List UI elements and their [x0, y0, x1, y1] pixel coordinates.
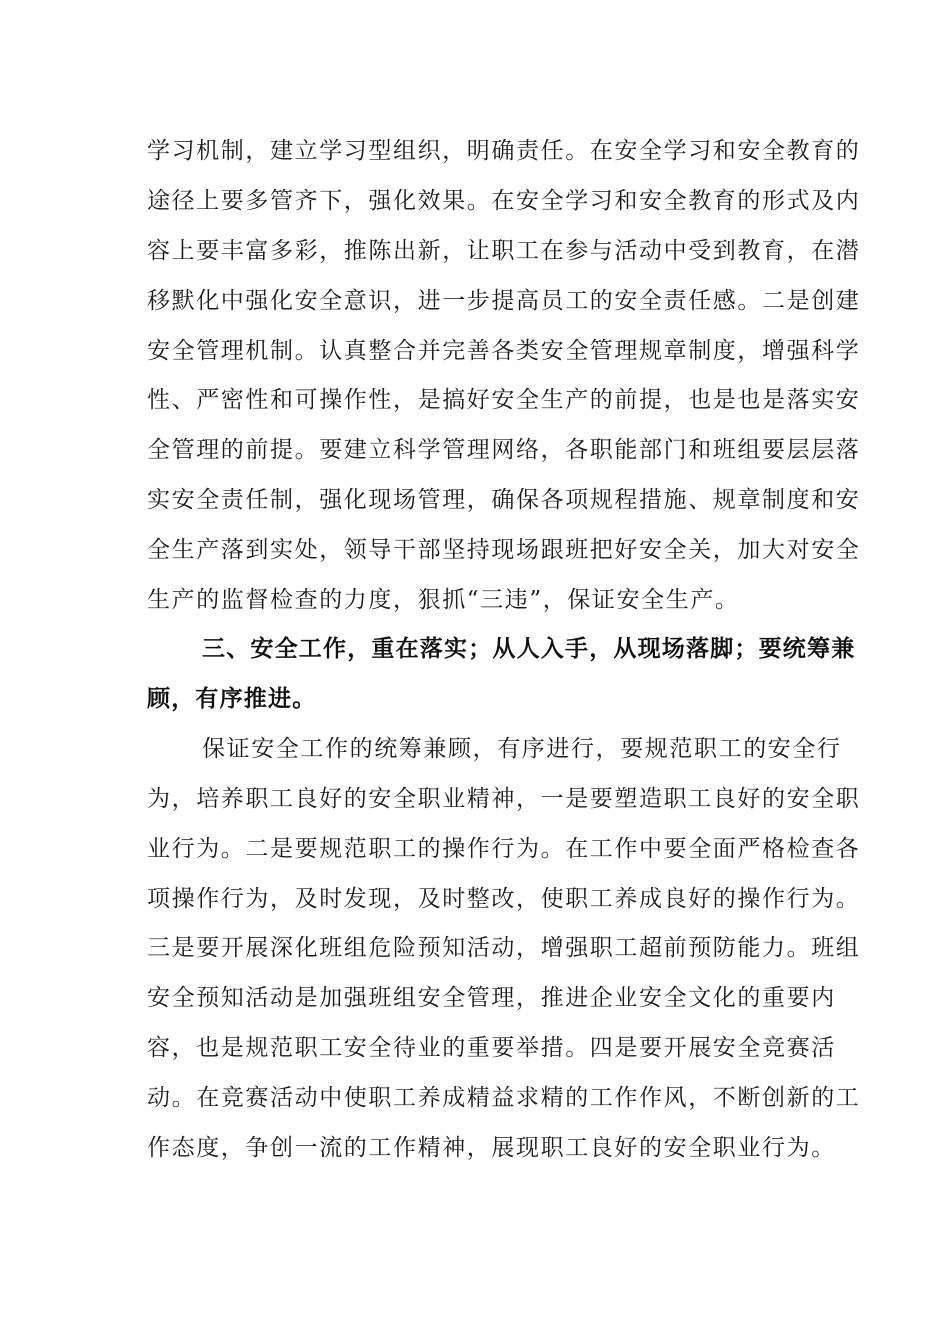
- paragraph-line: 性、严密性和可操作性，是搞好安全生产的前提，也是也是落实安: [147, 387, 861, 413]
- paragraph-line: 项操作行为，及时发现，及时整改，使职工养成良好的操作行为。: [147, 886, 861, 912]
- paragraph-line: 容上要丰富多彩，推陈出新，让职工在参与活动中受到教育，在潜: [147, 238, 861, 264]
- paragraph-line: 作态度，争创一流的工作精神，展现职工良好的安全职业行为。: [147, 1135, 836, 1161]
- paragraph-line: 动。在竞赛活动中使职工养成精益求精的工作作风，不断创新的工: [147, 1085, 861, 1111]
- paragraph-line: 为，培养职工良好的安全职业精神，一是要塑造职工良好的安全职: [147, 786, 861, 812]
- paragraph-line: 安全管理机制。认真整合并完善各类安全管理规章制度，增强科学: [147, 338, 861, 364]
- paragraph-line: 安全预知活动是加强班组安全管理，推进企业安全文化的重要内: [147, 985, 836, 1011]
- paragraph-line: 容，也是规范职工安全待业的重要举措。四是要开展安全竞赛活: [147, 1035, 836, 1061]
- paragraph-line: 途径上要多管齐下，强化效果。在安全学习和安全教育的形式及内: [147, 188, 861, 214]
- heading-line: 顾，有序推进。: [147, 686, 317, 712]
- paragraph-line: 全管理的前提。要建立科学管理网络，各职能部门和班组要层层落: [147, 437, 861, 463]
- paragraph-line: 移默化中强化安全意识，进一步提高员工的安全责任感。二是创建: [147, 288, 861, 314]
- paragraph-line: 全生产落到实处，领导干部坚持现场跟班把好安全关，加大对安全: [147, 537, 861, 563]
- paragraph-line: 实安全责任制，强化现场管理，确保各项规程措施、规章制度和安: [147, 487, 861, 513]
- paragraph-line: 生产的监督检查的力度，狠抓“三违”，保证安全生产。: [147, 587, 740, 613]
- paragraph-line: 保证安全工作的统筹兼顾，有序进行，要规范职工的安全行: [202, 736, 842, 762]
- paragraph-line: 业行为。二是要规范职工的操作行为。在工作中要全面严格检查各: [147, 836, 861, 862]
- heading-line: 三、安全工作，重在落实；从人入手，从现场落脚；要统筹兼: [202, 636, 856, 662]
- paragraph-line: 学习机制，建立学习型组织，明确责任。在安全学习和安全教育的: [147, 138, 861, 164]
- paragraph-line: 三是要开展深化班组危险预知活动，增强职工超前预防能力。班组: [147, 935, 861, 961]
